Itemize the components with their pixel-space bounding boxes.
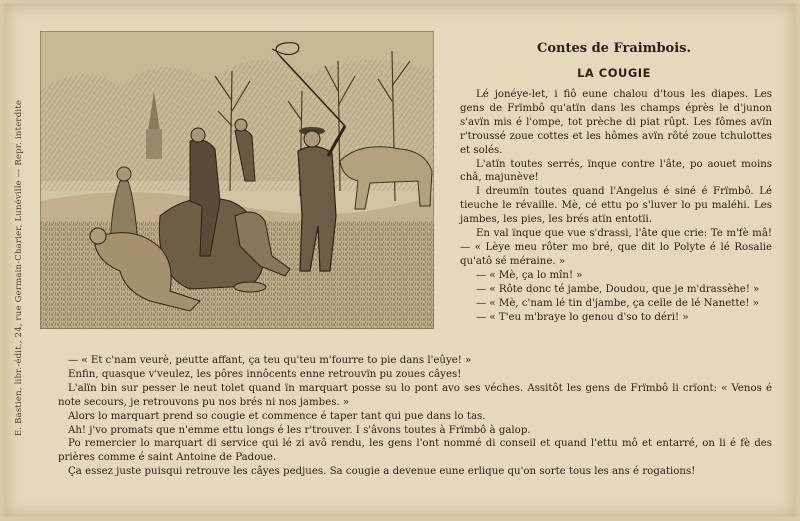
paragraph: Ah! j'vo promats que n'emme ettu longs é les r'trouver. I s'âvons toutes à Frïmbô à galop.: [68, 424, 531, 436]
paragraph: — « Mè, c'nam lé tin d'jambe, ça celle de lé Nanette! »: [476, 297, 760, 309]
page-title: Contes de Fraimbois.: [537, 41, 691, 56]
publisher-credit-text: E. Bastien, libr.-édit., 24, rue Germain-Charier, Lunéville — Repr. interdite: [14, 99, 24, 437]
paragraph: Enfin, quasque v'veulez, les pôres innôcents enne retrouvïn pu zoues câyes!: [68, 368, 462, 380]
paragraph: L'alïn bin sur pesser le neut tolet quand ïn marquart posse su lo pont avo ses véches. Assitôt les gens de Frïmbô li crïont: « Venos é note secours, je retrouvons pu nos brés ni nos jambes. »: [58, 382, 772, 408]
story-text-right-column: [460, 88, 772, 324]
paragraph: I dreumïn toutes quand l'Angelus é siné é Frïmbô. Lé tieuche le révaille. Mè, cé ettu po s'luver lo pu maléhi. Les jambes, les pies, les brés atïn entotïi.: [460, 186, 772, 226]
paragraph: Po remercier lo marquart di service qui lé zi avô rendu, les gens l'ont nommé di conseil et quand l'ettu mô et entarré, on li é fè des prières comme é saint Antoine de Padoue.: [58, 438, 772, 464]
peasants-scene-engraving-icon: [40, 31, 434, 329]
story-text-bottom: [58, 354, 772, 479]
paragraph: En val ïnque que vue s'drassi, l'âte que crie: Te m'fè mâ! — « Lèye meu rôter mo bré, que dit lo Polyte é lé Rosalie qu'atô sé méraine. »: [460, 228, 772, 267]
paragraph: — « T'eu m'braye lo genou d'so to déri! »: [476, 311, 689, 323]
publisher-credit: [4, 33, 34, 503]
story-title: LA COUGIE: [577, 66, 651, 80]
paragraph: — « Rôte donc té jambe, Doudou, que je m'drassèhe! »: [476, 283, 760, 295]
paragraph: Ça essez juste puisqui retrouve les câyes pedjues. Sa cougie a devenue eune erlique qu'on sorte tous les ans é rogations!: [68, 466, 696, 478]
illustration: [40, 31, 434, 329]
postcard: [4, 3, 796, 517]
paragraph: Alors lo marquart prend so cougie et commence é taper tant qui pue dans lo tas.: [68, 410, 486, 422]
paragraph: — « Mè, ça lo mîn! »: [476, 269, 583, 281]
paragraph: Lé jonéye-let, i fiô eune chalou d'tous les diapes. Les gens de Frïmbô qu'atïn dans les champs éprès le d'junon s'avïn mis é l'ompe, tot prèche di piat rûpt. Les fômes avïn r'troussé zoue cottes et les hômes avïn rôté zoue tchulottes et solés.: [460, 89, 772, 156]
paragraph: — « Et c'nam veurè, peutte affant, ça teu qu'teu m'fourre to pie dans l'eûye! »: [68, 355, 472, 366]
paragraph: L'atïn toutes serrés, ïnque contre l'âte, po aouet moins châ, majunève!: [460, 158, 772, 184]
